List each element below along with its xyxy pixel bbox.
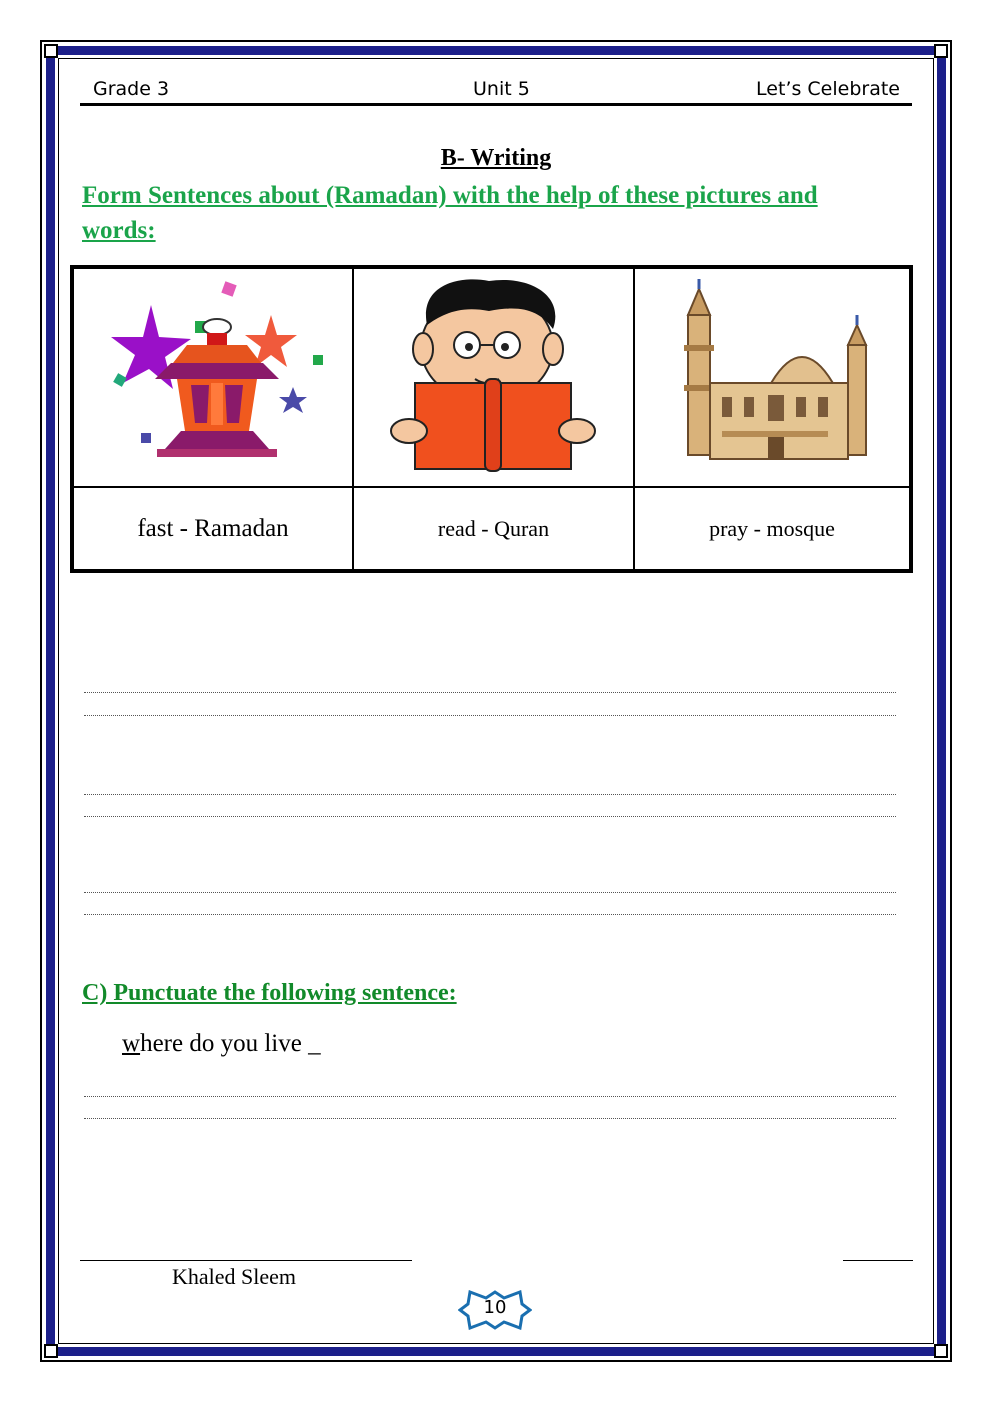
caption-pray-mosque: pray - mosque bbox=[709, 515, 835, 541]
picture-word-table bbox=[70, 265, 913, 573]
section-b-instruction: Form Sentences about (Ramadan) with the help of these pictures and words: bbox=[82, 182, 818, 244]
picture-cell bbox=[72, 267, 353, 487]
ramadan-lantern-icon bbox=[103, 275, 323, 475]
writing-line[interactable] bbox=[84, 1096, 896, 1097]
corner-ornament bbox=[934, 1344, 948, 1358]
header-unit: Unit 5 bbox=[473, 78, 530, 100]
footer-rule bbox=[80, 1260, 412, 1261]
boy-reading-book-icon bbox=[379, 275, 609, 475]
section-b-title: B- Writing bbox=[440, 145, 552, 171]
writing-line[interactable] bbox=[84, 816, 896, 817]
punctuate-sentence: where do you live _ bbox=[122, 1030, 321, 1057]
writing-line[interactable] bbox=[84, 794, 896, 795]
writing-line[interactable] bbox=[84, 692, 896, 693]
writing-line[interactable] bbox=[84, 914, 896, 915]
caption-cell bbox=[634, 487, 911, 571]
corner-ornament bbox=[44, 1344, 58, 1358]
corner-ornament bbox=[44, 44, 58, 58]
author-name: Khaled Sleem bbox=[172, 1264, 297, 1289]
corner-ornament bbox=[934, 44, 948, 58]
caption-read-quran: read - Quran bbox=[437, 515, 550, 541]
caption-cell bbox=[353, 487, 634, 571]
header-topic: Let’s Celebrate bbox=[756, 78, 900, 100]
writing-line[interactable] bbox=[84, 1118, 896, 1119]
writing-line[interactable] bbox=[84, 715, 896, 716]
mosque-icon bbox=[652, 275, 892, 475]
picture-cell bbox=[634, 267, 911, 487]
page-number: 10 bbox=[483, 1297, 507, 1318]
caption-cell bbox=[72, 487, 353, 571]
picture-cell bbox=[353, 267, 634, 487]
caption-fast-ramadan: fast - Ramadan bbox=[137, 514, 289, 542]
writing-line[interactable] bbox=[84, 892, 896, 893]
header-divider bbox=[80, 103, 912, 106]
footer-rule bbox=[843, 1260, 913, 1261]
header-grade: Grade 3 bbox=[93, 78, 170, 100]
section-c-title: C) Punctuate the following sentence: bbox=[82, 980, 457, 1006]
page-border-inner bbox=[58, 58, 934, 1344]
